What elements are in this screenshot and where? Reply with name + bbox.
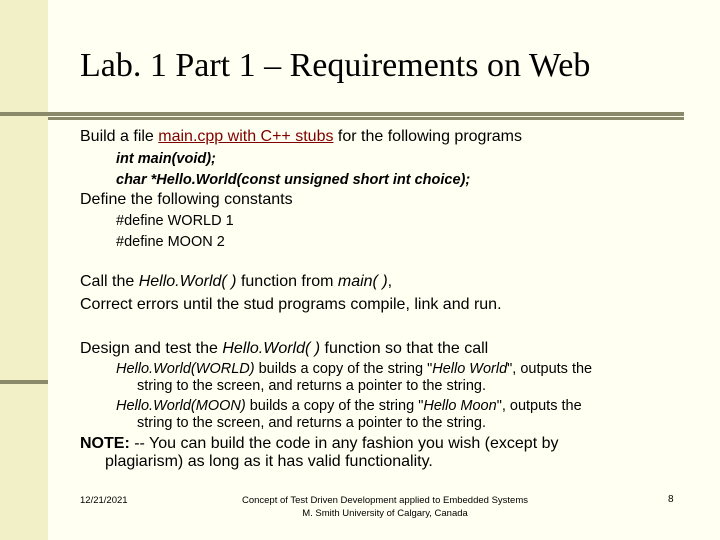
line-build-file (80, 128, 522, 146)
call-text: Call the (80, 273, 139, 290)
world-post: ", outputs the (507, 361, 593, 377)
build-file-text: Build a file (80, 128, 159, 145)
call-post: , (387, 273, 393, 290)
moon-mid: builds a copy of the string " (245, 398, 424, 414)
moon-post: ", outputs the (496, 398, 582, 414)
moon-string: Hello Moon (423, 398, 497, 414)
footer-date: 12/21/2021 (80, 495, 128, 506)
define-heading: Define the following constants (80, 191, 293, 208)
footer-center (225, 494, 545, 520)
moon-line-2: string to the screen, and returns a pointer to the string. (137, 415, 486, 431)
define-world: #define WORLD 1 (116, 213, 234, 229)
world-line-2: string to the screen, and returns a pointer to the string. (137, 378, 486, 394)
moon-line (116, 398, 582, 414)
note-line-2: plagiarism) as long as it has valid functionality. (105, 453, 433, 470)
moon-call: Hello.World(MOON) (116, 398, 246, 414)
world-string: Hello World (432, 361, 508, 377)
note-line (80, 435, 559, 453)
call-fn-main: main( ) (337, 273, 388, 290)
slide-title: Lab. 1 Part 1 – Requirements on Web (80, 47, 591, 84)
code-main: int main(void); (116, 151, 216, 167)
design-fn: Hello.World( ) (222, 340, 321, 357)
note-text: -- You can build the code in any fashion you wish (except by (129, 435, 559, 452)
design-text: Design and test the (80, 340, 223, 357)
world-call: Hello.World(WORLD) (116, 361, 255, 377)
build-file-suffix: for the following programs (333, 128, 522, 145)
title-rule-secondary (48, 117, 684, 120)
call-fn-helloworld: Hello.World( ) (138, 273, 237, 290)
call-mid: function from (236, 273, 338, 290)
footer-author: M. Smith University of Calgary, Canada (302, 508, 468, 519)
left-accent-rule (0, 380, 48, 384)
define-moon: #define MOON 2 (116, 234, 225, 250)
world-mid: builds a copy of the string " (254, 361, 433, 377)
line-call (80, 273, 392, 291)
line-correct: Correct errors until the stud programs compile, link and run. (80, 296, 502, 313)
world-line (116, 361, 592, 377)
note-label: NOTE: (80, 435, 130, 452)
design-post: function so that the call (320, 340, 489, 357)
footer-course: Concept of Test Driven Development applied to Embedded Systems (241, 495, 529, 506)
line-design (80, 340, 488, 358)
main-cpp-link[interactable]: main.cpp with C++ stubs (158, 128, 334, 145)
code-helloworld: char *Hello.World(const unsigned short int choice); (116, 172, 471, 188)
footer-page-number: 8 (668, 494, 674, 505)
title-rule (0, 112, 684, 116)
left-decor-band (0, 0, 48, 540)
